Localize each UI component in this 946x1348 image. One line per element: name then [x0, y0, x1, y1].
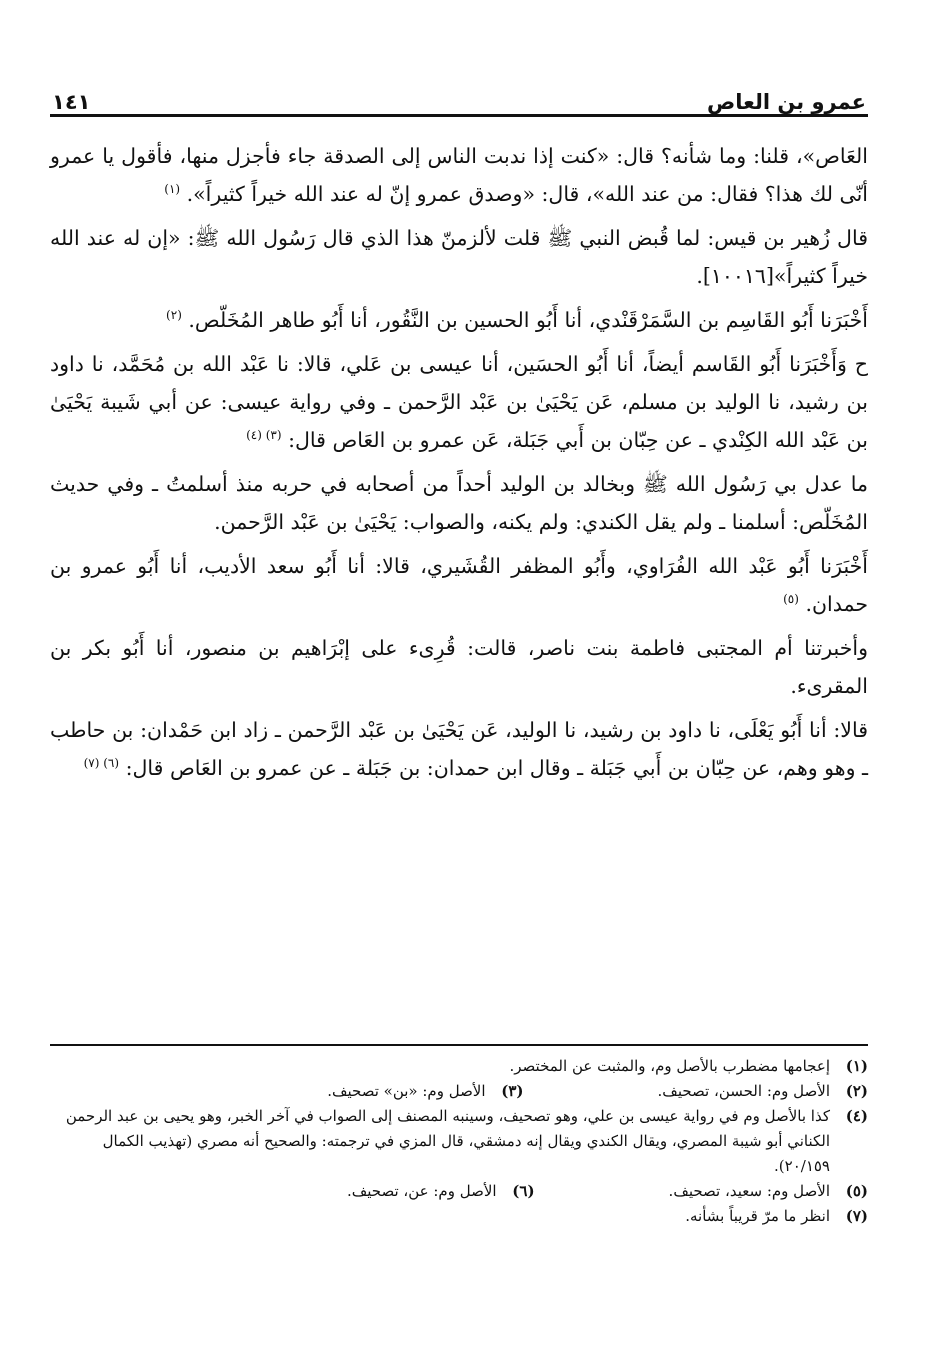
footnote: (٣) الأصل وم: «بن» تصحيف. [327, 1082, 524, 1100]
footnote: (١) إعجامها مضطرب بالأصل وم، والمثبت عن المختصر. [509, 1057, 868, 1075]
footnote: (٦) الأصل وم: عن، تصحيف. [346, 1182, 535, 1200]
footnote-marker: (٣) (٤) [246, 428, 282, 443]
paragraph: ح وَأَخْبَرَنا أَبُو القَاسم أيضاً، أنا أَبُو الحسَين، أنا عيسى بن عَلي، قالا: نا عَبْد الله بن مُحَمَّد، نا داود بن رشيد، نا الوليد بن مسلم، عَن يَحْيَىٰ بن عَبْد الرَّحمن ـ وفي رواية عيسى: عن أبي شَيبة يَحْيَىٰ بن عَبْد الله الكِنْدي ـ عن حِبّان بن أَبي جَبَلة، عَن عمرو بن العَاص قال: $^{(٣) (٤)}$ [50, 352, 868, 452]
paragraph: أَخْبَرَنا أَبُو عَبْد الله الفُرَاوي، وأَبُو المظفر القُشَيري، قالا: أنا أَبُو سعد الأديب، أنا أَبُو عمرو بن حمدان. $^{(٥)}$ [50, 554, 868, 616]
paragraph: وأخبرتنا أم المجتبى فاطمة بنت ناصر، قالت: قُرِىء على إبْرَاهيم بن منصور، أنا أَبُو بكر بن المقرىء. [50, 636, 868, 698]
page-number: ١٤١ [52, 90, 91, 114]
paragraph: قال زُهير بن قيس: لما قُبض النبي ﷺ قلت لألزمنّ هذا الذي قال رَسُول الله ﷺ: «إن له عند الله خيراً كثيراً»[١٠٠١٦]. [50, 226, 868, 288]
main-text [50, 137, 868, 787]
running-header [50, 80, 868, 117]
footnote-marker: (٥) [783, 592, 799, 607]
footnote: (٥) الأصل وم: سعيد، تصحيف. [668, 1182, 868, 1200]
paragraph: العَاص»، قلنا: وما شأنه؟ قال: «كنت إذا ندبت الناس إلى الصدقة جاء فأجزل منها، فأقول يا عمرو أنّى لك هذا؟ فقال: من عند الله»، قال: «وصدق عمرو إنّ له عند الله خيراً كثيراً». $^{(١)}$ [50, 144, 868, 206]
footnote: (٢) الأصل وم: الحسن، تصحيف. [657, 1082, 868, 1100]
footnote-marker: (١) [164, 182, 181, 197]
footnote-marker: (٢) [166, 308, 182, 323]
header-title: عمرو بن العاص [706, 90, 866, 114]
footnote: (٧) انظر ما مرّ قريباً بشأنه. [685, 1207, 868, 1225]
footnotes-section [50, 1044, 868, 1229]
footnote-marker: (٦) (٧) [83, 756, 120, 771]
paragraph: أَخْبَرَنا أَبُو القَاسِم بن السَّمَرْقَنْدي، أنا أَبُو الحسين بن النَّقُور، أنا أَبُو طاهر المُخَلّص. $^{(٢)}$ [166, 308, 868, 332]
paragraph: ما عدل بي رَسُول الله ﷺ وبخالد بن الوليد أحداً من أصحابه في حربه منذ أسلمتُ ـ وفي حديث المُخَلّص: أسلمنا ـ ولم يقل الكندي: ولم يكنه، والصواب: يَحْيَىٰ بن عَبْد الرَّحمن. [50, 472, 868, 534]
book-page [50, 80, 868, 793]
footnote: (٤) كذا بالأصل وم في رواية عيسى بن علي، وهو تصحيف، وسينبه المصنف إلى الصواب في آخر الخبر، وهو يحيى بن عبد الرحمن الكناني أبو شيبة المصري، ويقال الكندي ويقال إنه دمشقي، قال المزي في ترجمته: والصحيح أنه مصري (تهذيب الكمال ٢٠/١٥٩). [65, 1107, 868, 1175]
paragraph: قالا: أنا أَبُو يَعْلَى، نا داود بن رشيد، نا الوليد، عَن يَحْيَىٰ بن عَبْد الرَّحمن ـ زاد ابن حَمْدان: بن حاطب ـ وهو وهم، عن حِبّان بن أَبي جَبَلة ـ وقال ابن حمدان: بن جَبَلة ـ عن عمرو بن العَاص قال: $^{(٦) (٧)}$ [50, 718, 868, 780]
